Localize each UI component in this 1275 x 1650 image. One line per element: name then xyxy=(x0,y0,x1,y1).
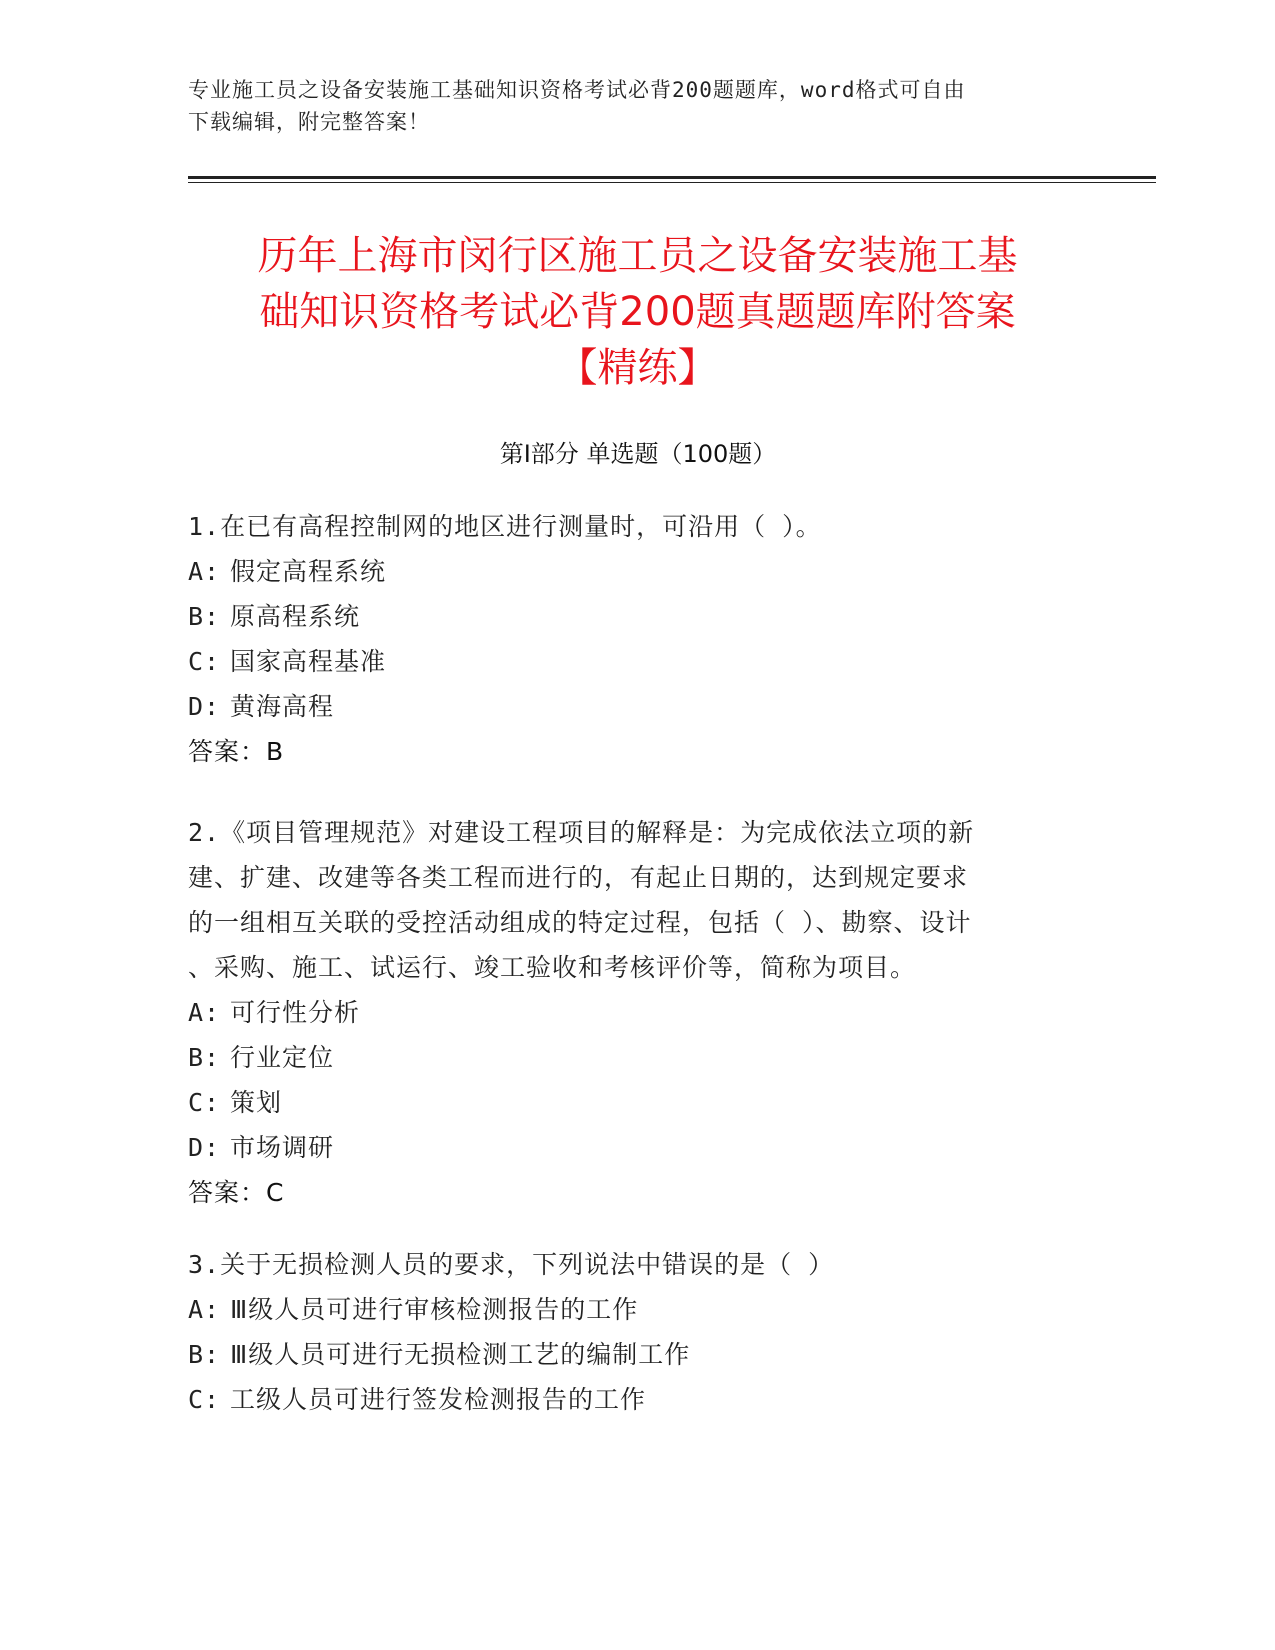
option-letter: C: xyxy=(188,647,221,676)
option-text: 假定高程系统 xyxy=(230,557,387,586)
option-letter: C: xyxy=(188,1385,221,1414)
option-d xyxy=(188,684,1088,729)
option-letter: C: xyxy=(188,1088,221,1117)
option-letter: B: xyxy=(188,1043,221,1072)
option-b xyxy=(188,1035,1088,1080)
question-stem: 3.关于无损检测人员的要求，下列说法中错误的是（ ） xyxy=(188,1250,835,1279)
answer-label: 答案：B xyxy=(188,737,285,766)
option-text: 可行性分析 xyxy=(230,998,361,1027)
header-note-line-1: 专业施工员之设备安装施工基础知识资格考试必背200题题库，word格式可自由 xyxy=(188,78,966,102)
option-text: Ⅲ级人员可进行无损检测工艺的编制工作 xyxy=(230,1340,691,1369)
option-text: 国家高程基准 xyxy=(230,647,387,676)
question-stem-line-1: 2.《项目管理规范》对建设工程项目的解释是：为完成依法立项的新 xyxy=(188,818,975,847)
option-text: 工级人员可进行签发检测报告的工作 xyxy=(230,1385,647,1414)
option-a xyxy=(188,1287,1088,1332)
header-divider-thick xyxy=(188,176,1156,179)
header-divider-thin xyxy=(188,182,1156,183)
option-b xyxy=(188,1332,1088,1377)
document-title xyxy=(150,228,1125,396)
question-3 xyxy=(188,1242,1088,1422)
title-line-3: 【精练】 xyxy=(557,345,718,391)
option-letter: A: xyxy=(188,998,221,1027)
option-text: 策划 xyxy=(230,1088,283,1117)
title-line-1: 历年上海市闵行区施工员之设备安装施工基 xyxy=(257,233,1018,279)
question-1 xyxy=(188,504,1088,774)
option-a xyxy=(188,990,1088,1035)
option-text: Ⅲ级人员可进行审核检测报告的工作 xyxy=(230,1295,639,1324)
option-a xyxy=(188,549,1088,594)
option-text: 黄海高程 xyxy=(230,692,335,721)
question-2 xyxy=(188,810,1088,1215)
question-stem-line-2: 建、扩建、改建等各类工程而进行的，有起止日期的，达到规定要求 xyxy=(188,863,969,892)
question-stem-line-3: 的一组相互关联的受控活动组成的特定过程，包括（ ）、勘察、设计 xyxy=(188,908,972,937)
option-letter: D: xyxy=(188,692,221,721)
option-letter: A: xyxy=(188,1295,221,1324)
answer-label: 答案：C xyxy=(188,1178,285,1207)
option-letter: A: xyxy=(188,557,221,586)
option-letter: D: xyxy=(188,1133,221,1162)
option-text: 原高程系统 xyxy=(230,602,361,631)
option-letter: B: xyxy=(188,602,221,631)
option-d xyxy=(188,1125,1088,1170)
option-c xyxy=(188,1080,1088,1125)
option-text: 行业定位 xyxy=(230,1043,335,1072)
header-note-line-2: 下载编辑，附完整答案！ xyxy=(188,110,430,134)
header-note xyxy=(188,74,1088,138)
option-b xyxy=(188,594,1088,639)
option-c xyxy=(188,639,1088,684)
option-c xyxy=(188,1377,1088,1422)
question-stem-line-4: 、采购、施工、试运行、竣工验收和考核评价等，简称为项目。 xyxy=(188,953,917,982)
title-line-2: 础知识资格考试必背200题真题题库附答案 xyxy=(259,289,1016,335)
section-heading: 第Ⅰ部分 单选题（100题） xyxy=(499,440,777,468)
option-letter: B: xyxy=(188,1340,221,1369)
option-text: 市场调研 xyxy=(230,1133,335,1162)
question-stem: 1.在已有高程控制网的地区进行测量时，可沿用（ ）。 xyxy=(188,512,822,541)
